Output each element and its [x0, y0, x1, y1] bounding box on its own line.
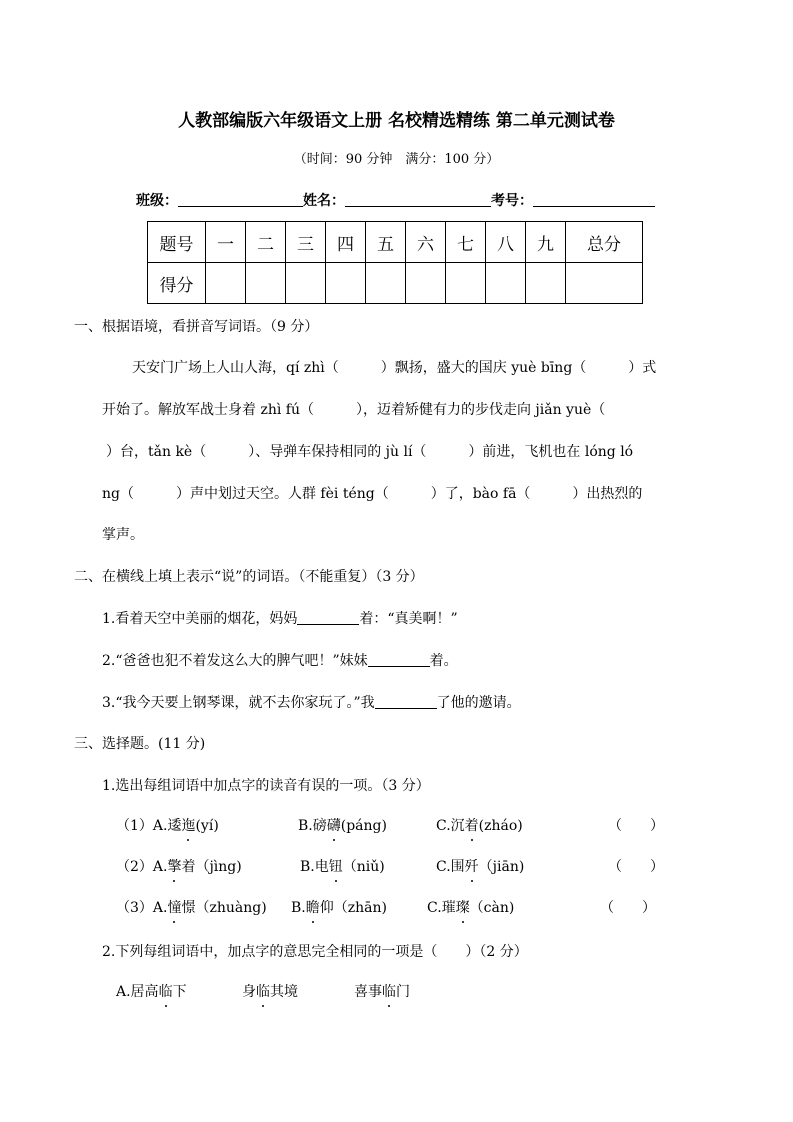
question-text: 着。	[429, 653, 458, 669]
choice-char: 喜事	[354, 984, 382, 1000]
choice-row-3-b	[291, 898, 387, 918]
choice-row-2	[116, 857, 242, 877]
dotted-char: 璨	[455, 900, 470, 916]
choice-pinyin: (yí)	[195, 818, 219, 834]
score-cell[interactable]	[486, 263, 526, 304]
choice-char: 门	[396, 984, 410, 1000]
score-cell[interactable]	[246, 263, 286, 304]
section-2-heading: 二、在横线上填上表示“说”的词语。（不能重复）（3 分）	[74, 569, 424, 585]
score-cell[interactable]	[366, 263, 406, 304]
page-title: 人教部编版六年级语文上册 名校精选精练 第二单元测试卷	[178, 111, 615, 131]
section-2-question-1	[102, 609, 458, 629]
score-cell[interactable]	[326, 263, 366, 304]
score-cell[interactable]	[286, 263, 326, 304]
choice-char: C.围	[436, 859, 465, 875]
dotted-char: 憧	[167, 900, 182, 916]
table-cell: 八	[486, 222, 526, 263]
question-text: 了他的邀请。	[436, 695, 521, 711]
student-info-line	[136, 190, 655, 210]
answer-bracket[interactable]: （ ）	[608, 818, 664, 834]
choice-pinyin: （jìng)	[195, 859, 242, 875]
choice-char: B.	[291, 900, 306, 916]
answer-blank[interactable]	[297, 610, 359, 625]
table-cell: 四	[326, 222, 366, 263]
exam-time-score: （时间：90 分钟 满分：100 分）	[293, 152, 500, 167]
choice-pinyin: 仰（zhān)	[319, 900, 387, 916]
choice-char: B.电	[300, 859, 329, 875]
choice-char: 身	[242, 984, 256, 1000]
score-cell[interactable]	[566, 263, 643, 304]
choice-pinyin: （niǔ)	[342, 859, 385, 875]
section-2-question-2	[102, 651, 458, 671]
dotted-char: 歼	[464, 859, 479, 875]
section-1-line-2: 开始了。解放军战士身着 zhì fú（ ），迈着矫健有力的步伐走向 jiǎn yuè（	[102, 402, 606, 418]
dotted-char: 擎	[167, 859, 182, 875]
number-label: 考号：	[491, 193, 533, 209]
section-1-line-3: ）台，tǎn kè（ ）、导弹车保持相同的 jù lí（ ）前进，飞机也在 lóng ló	[106, 444, 634, 460]
section-3-heading: 三、选择题。(11 分)	[74, 736, 206, 752]
dotted-char: 钮	[328, 859, 343, 875]
dotted-char: 瞻	[305, 900, 320, 916]
choice-row-2-c	[436, 857, 524, 877]
answer-blank[interactable]	[375, 694, 437, 709]
score-table-score-row	[148, 263, 643, 304]
choice-char: 着	[181, 859, 196, 875]
choice-row-2-b	[300, 857, 385, 877]
choice-pinyin: (zháo)	[478, 818, 523, 834]
choice-number: （3）A.	[116, 900, 168, 916]
choice-char: 其境	[270, 984, 298, 1000]
table-cell: 总分	[566, 222, 643, 263]
table-cell: 题号	[148, 222, 206, 263]
name-label: 姓名：	[303, 193, 345, 209]
choice-char: C.沉	[436, 818, 465, 834]
answer-bracket[interactable]: （ ）	[600, 900, 656, 916]
choice-char: 憬	[181, 900, 196, 916]
choice-char: B.磅	[298, 818, 327, 834]
name-blank[interactable]	[345, 192, 491, 207]
q2-option-a-word-1	[116, 982, 187, 1002]
dotted-char: 临	[382, 984, 396, 1000]
dotted-char: 礴	[326, 818, 341, 834]
dotted-char: 迤	[181, 818, 196, 834]
section-3-question-1: 1.选出每组词语中加点字的读音有误的一项。（3 分）	[102, 778, 430, 794]
score-cell[interactable]	[206, 263, 246, 304]
table-cell: 七	[446, 222, 486, 263]
choice-char: A.居高	[116, 984, 159, 1000]
table-cell: 三	[286, 222, 326, 263]
question-text: 3.“我今天要上钢琴课，就不去你家玩了。”我	[102, 695, 375, 711]
number-blank[interactable]	[533, 192, 655, 207]
question-text: 2.“爸爸也犯不着发这么大的脾气吧！”妹妹	[102, 653, 368, 669]
section-3-question-2: 2.下列每组词语中，加点字的意思完全相同的一项是（ ）（2 分）	[102, 944, 528, 960]
choice-row-3-c	[427, 898, 514, 918]
choice-pinyin: (páng)	[340, 818, 387, 834]
question-text: 1.看着天空中美丽的烟花，妈妈	[102, 611, 298, 627]
choice-number: （1）A.	[116, 818, 168, 834]
choice-pinyin: （jiān)	[478, 859, 525, 875]
choice-pinyin: （zhuàng)	[195, 900, 267, 916]
dotted-char: 临	[158, 984, 173, 1000]
question-text: 着：“真美啊！”	[359, 611, 458, 627]
answer-blank[interactable]	[368, 652, 430, 667]
choice-row-1-b	[298, 816, 387, 836]
answer-bracket[interactable]: （ ）	[608, 859, 664, 875]
q2-option-a-word-2	[242, 982, 298, 1002]
class-blank[interactable]	[178, 192, 303, 207]
q2-option-a-word-3	[354, 982, 410, 1002]
choice-char: 下	[172, 984, 187, 1000]
dotted-char: 着	[464, 818, 479, 834]
table-cell: 二	[246, 222, 286, 263]
table-cell: 得分	[148, 263, 206, 304]
choice-row-1-c	[436, 816, 523, 836]
choice-row-1	[116, 816, 219, 836]
score-cell[interactable]	[406, 263, 446, 304]
choice-char: C.璀	[427, 900, 456, 916]
score-table	[147, 221, 643, 304]
table-cell: 一	[206, 222, 246, 263]
section-1-heading: 一、根据语境，看拼音写词语。（9 分）	[74, 319, 319, 335]
section-1-line-1: 天安门广场上人山人海，qí zhì（ ）飘扬，盛大的国庆 yuè bīng（ ）式	[132, 360, 657, 376]
score-table-header-row	[148, 222, 643, 263]
class-label: 班级：	[136, 193, 178, 209]
score-cell[interactable]	[526, 263, 566, 304]
table-cell: 六	[406, 222, 446, 263]
table-cell: 五	[366, 222, 406, 263]
choice-pinyin: （càn)	[469, 900, 515, 916]
score-cell[interactable]	[446, 263, 486, 304]
section-2-question-3	[102, 693, 521, 713]
choice-number: （2）A.	[116, 859, 168, 875]
section-1-line-5: 掌声。	[102, 527, 144, 543]
choice-char: 逶	[167, 818, 182, 834]
choice-row-3	[116, 898, 267, 918]
dotted-char: 临	[256, 984, 270, 1000]
table-cell: 九	[526, 222, 566, 263]
section-1-line-4: ng（ ）声中划过天空。人群 fèi téng（ ）了，bào fā（ ）出热烈的	[102, 486, 643, 502]
